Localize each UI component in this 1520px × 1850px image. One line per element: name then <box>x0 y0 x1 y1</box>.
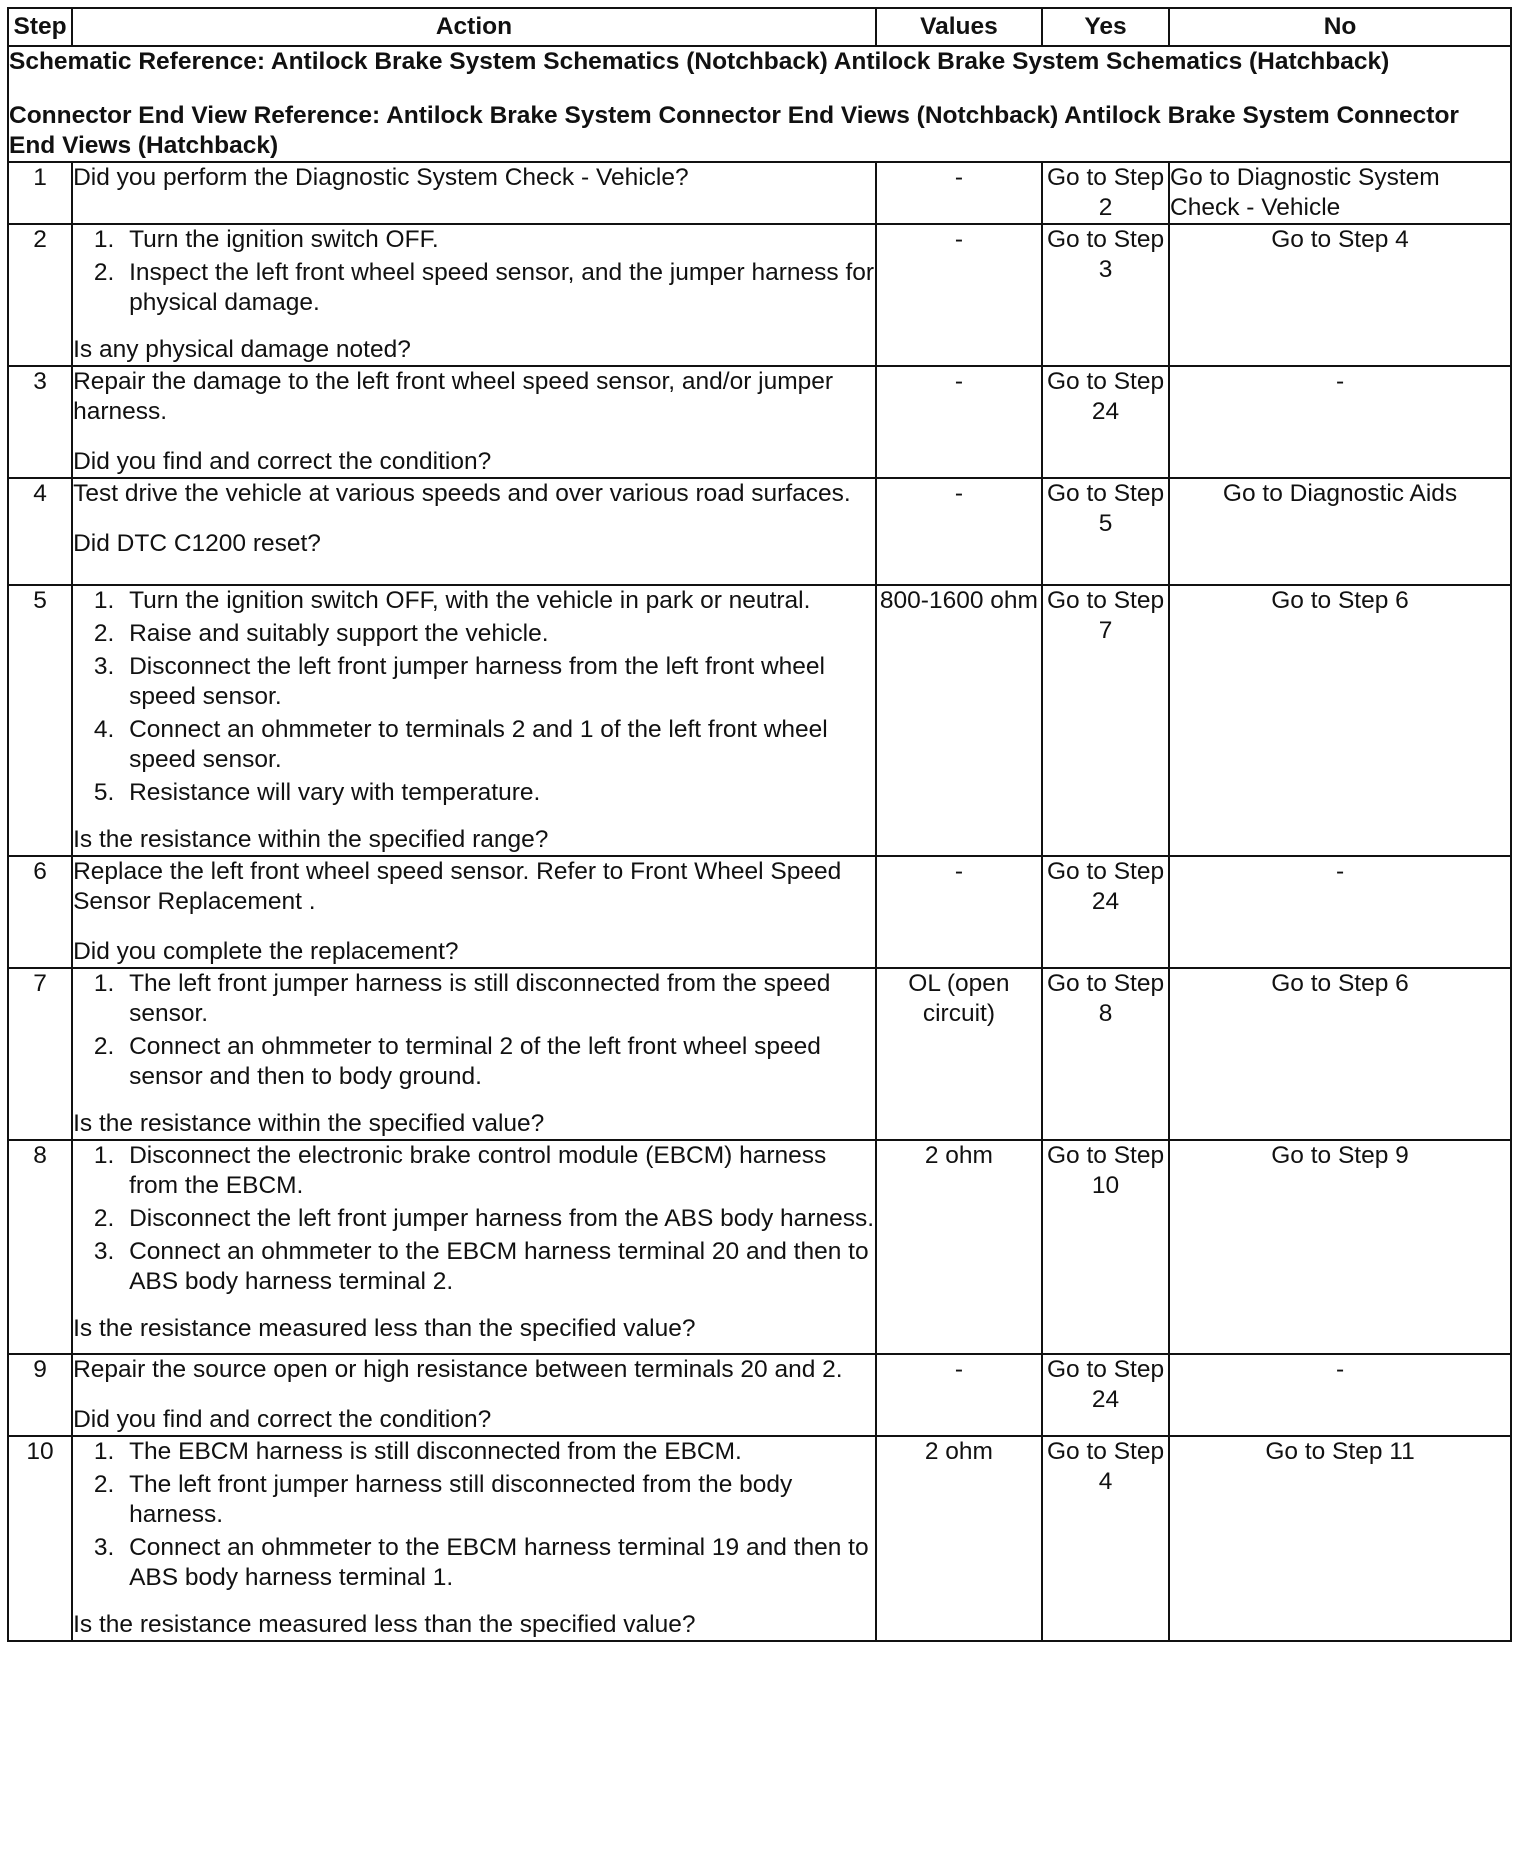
action-steps-list <box>73 1141 875 1297</box>
action-question: Is any physical damage noted? <box>73 336 411 363</box>
no-cell: - <box>1169 856 1511 968</box>
action-step-item: 2. Connect an ohmmeter to terminal 2 of the left front wheel speed sensor and then to body ground. <box>121 1032 875 1092</box>
action-cell <box>72 1436 876 1641</box>
action-steps-list <box>73 1437 875 1593</box>
value-cell: 2 ohm <box>876 1140 1042 1354</box>
header-action: Action <box>72 8 876 46</box>
action-steps-list <box>73 225 875 318</box>
action-step-item: 3. Disconnect the left front jumper harness from the left front wheel speed sensor. <box>121 652 875 712</box>
yes-cell: Go to Step 24 <box>1042 856 1169 968</box>
action-question: Did you complete the replacement? <box>73 938 459 965</box>
action-step-item: 2. Inspect the left front wheel speed sensor, and the jumper harness for physical damage. <box>121 258 875 318</box>
action-question: Is the resistance within the specified value? <box>73 1110 545 1137</box>
action-step-item: 1. Turn the ignition switch OFF. <box>121 225 875 255</box>
yes-cell: Go to Step 24 <box>1042 1354 1169 1436</box>
value-cell: - <box>876 478 1042 585</box>
value-cell: 2 ohm <box>876 1436 1042 1641</box>
value-cell: - <box>876 224 1042 366</box>
no-cell: Go to Step 4 <box>1169 224 1511 366</box>
step-number: 3 <box>8 366 72 478</box>
action-cell <box>72 162 876 224</box>
header-row <box>8 8 1511 46</box>
action-cell <box>72 366 876 478</box>
action-text: Test drive the vehicle at various speeds and over various road surfaces. <box>73 480 851 507</box>
yes-cell: Go to Step 3 <box>1042 224 1169 366</box>
table-row <box>8 1354 1511 1436</box>
header-yes: Yes <box>1042 8 1169 46</box>
table-row <box>8 1140 1511 1354</box>
step-number: 10 <box>8 1436 72 1641</box>
yes-cell: Go to Step 10 <box>1042 1140 1169 1354</box>
schematic-reference: Schematic Reference: Antilock Brake System Schematics (Notchback) Antilock Brake System Schematics (Hatchback) <box>9 48 1390 75</box>
action-step-item: 1. The left front jumper harness is still disconnected from the speed sensor. <box>121 969 875 1029</box>
no-cell: - <box>1169 366 1511 478</box>
action-steps-list <box>73 969 875 1092</box>
no-cell: - <box>1169 1354 1511 1436</box>
reference-cell <box>8 46 1511 162</box>
action-question: Did DTC C1200 reset? <box>73 530 321 557</box>
table-row <box>8 478 1511 585</box>
value-cell: - <box>876 162 1042 224</box>
value-cell: - <box>876 1354 1042 1436</box>
table-row <box>8 162 1511 224</box>
table-row <box>8 585 1511 856</box>
yes-cell: Go to Step 5 <box>1042 478 1169 585</box>
yes-cell: Go to Step 8 <box>1042 968 1169 1140</box>
step-number: 6 <box>8 856 72 968</box>
diagnostic-table-container <box>7 7 1512 1642</box>
action-cell <box>72 585 876 856</box>
action-question: Is the resistance measured less than the specified value? <box>73 1315 696 1342</box>
yes-cell: Go to Step 7 <box>1042 585 1169 856</box>
action-question: Is the resistance within the specified range? <box>73 826 549 853</box>
action-cell <box>72 856 876 968</box>
step-number: 4 <box>8 478 72 585</box>
no-cell: Go to Step 6 <box>1169 585 1511 856</box>
action-text: Did you perform the Diagnostic System Check - Vehicle? <box>73 164 689 191</box>
no-cell: Go to Step 11 <box>1169 1436 1511 1641</box>
step-number: 7 <box>8 968 72 1140</box>
step-number: 1 <box>8 162 72 224</box>
action-cell <box>72 478 876 585</box>
yes-cell: Go to Step 2 <box>1042 162 1169 224</box>
action-cell <box>72 224 876 366</box>
yes-cell: Go to Step 24 <box>1042 366 1169 478</box>
action-step-item: 2. Disconnect the left front jumper harness from the ABS body harness. <box>121 1204 875 1234</box>
step-number: 8 <box>8 1140 72 1354</box>
action-question: Did you find and correct the condition? <box>73 448 492 475</box>
value-cell: 800-1600 ohm <box>876 585 1042 856</box>
action-step-item: 3. Connect an ohmmeter to the EBCM harness terminal 19 and then to ABS body harness terminal 1. <box>121 1533 875 1593</box>
action-cell <box>72 1354 876 1436</box>
no-cell: Go to Diagnostic Aids <box>1169 478 1511 585</box>
header-no: No <box>1169 8 1511 46</box>
table-row <box>8 1436 1511 1641</box>
header-values: Values <box>876 8 1042 46</box>
action-cell <box>72 1140 876 1354</box>
action-step-item: 1. The EBCM harness is still disconnected from the EBCM. <box>121 1437 875 1467</box>
step-number: 9 <box>8 1354 72 1436</box>
header-step: Step <box>8 8 72 46</box>
action-step-item: 2. The left front jumper harness still disconnected from the body harness. <box>121 1470 875 1530</box>
action-question: Is the resistance measured less than the specified value? <box>73 1611 696 1638</box>
action-step-item: 1. Turn the ignition switch OFF, with the vehicle in park or neutral. <box>121 586 875 616</box>
step-number: 2 <box>8 224 72 366</box>
action-text: Repair the source open or high resistance between terminals 20 and 2. <box>73 1356 843 1383</box>
no-cell: Go to Step 6 <box>1169 968 1511 1140</box>
reference-row <box>8 46 1511 162</box>
action-text: Replace the left front wheel speed sensor. Refer to Front Wheel Speed Sensor Replacement . <box>73 858 842 915</box>
table-row <box>8 968 1511 1140</box>
action-cell <box>72 968 876 1140</box>
action-step-item: 2. Raise and suitably support the vehicle. <box>121 619 875 649</box>
value-cell: - <box>876 856 1042 968</box>
connector-reference: Connector End View Reference: Antilock Brake System Connector End Views (Notchback) Antilock Brake System Connector End Views (Hatchback) <box>9 102 1459 159</box>
table-row <box>8 366 1511 478</box>
action-step-item: 1. Disconnect the electronic brake control module (EBCM) harness from the EBCM. <box>121 1141 875 1201</box>
no-cell: Go to Step 9 <box>1169 1140 1511 1354</box>
action-text: Repair the damage to the left front wheel speed sensor, and/or jumper harness. <box>73 368 834 425</box>
action-step-item: 5. Resistance will vary with temperature. <box>121 778 875 808</box>
action-steps-list <box>73 586 875 808</box>
action-question: Did you find and correct the condition? <box>73 1406 492 1433</box>
no-cell: Go to Diagnostic System Check - Vehicle <box>1169 162 1511 224</box>
step-number: 5 <box>8 585 72 856</box>
table-row <box>8 856 1511 968</box>
value-cell: - <box>876 366 1042 478</box>
value-cell: OL (open circuit) <box>876 968 1042 1140</box>
action-step-item: 4. Connect an ohmmeter to terminals 2 and 1 of the left front wheel speed sensor. <box>121 715 875 775</box>
action-step-item: 3. Connect an ohmmeter to the EBCM harness terminal 20 and then to ABS body harness terminal 2. <box>121 1237 875 1297</box>
table-row <box>8 224 1511 366</box>
yes-cell: Go to Step 4 <box>1042 1436 1169 1641</box>
diagnostic-table <box>7 7 1512 1642</box>
